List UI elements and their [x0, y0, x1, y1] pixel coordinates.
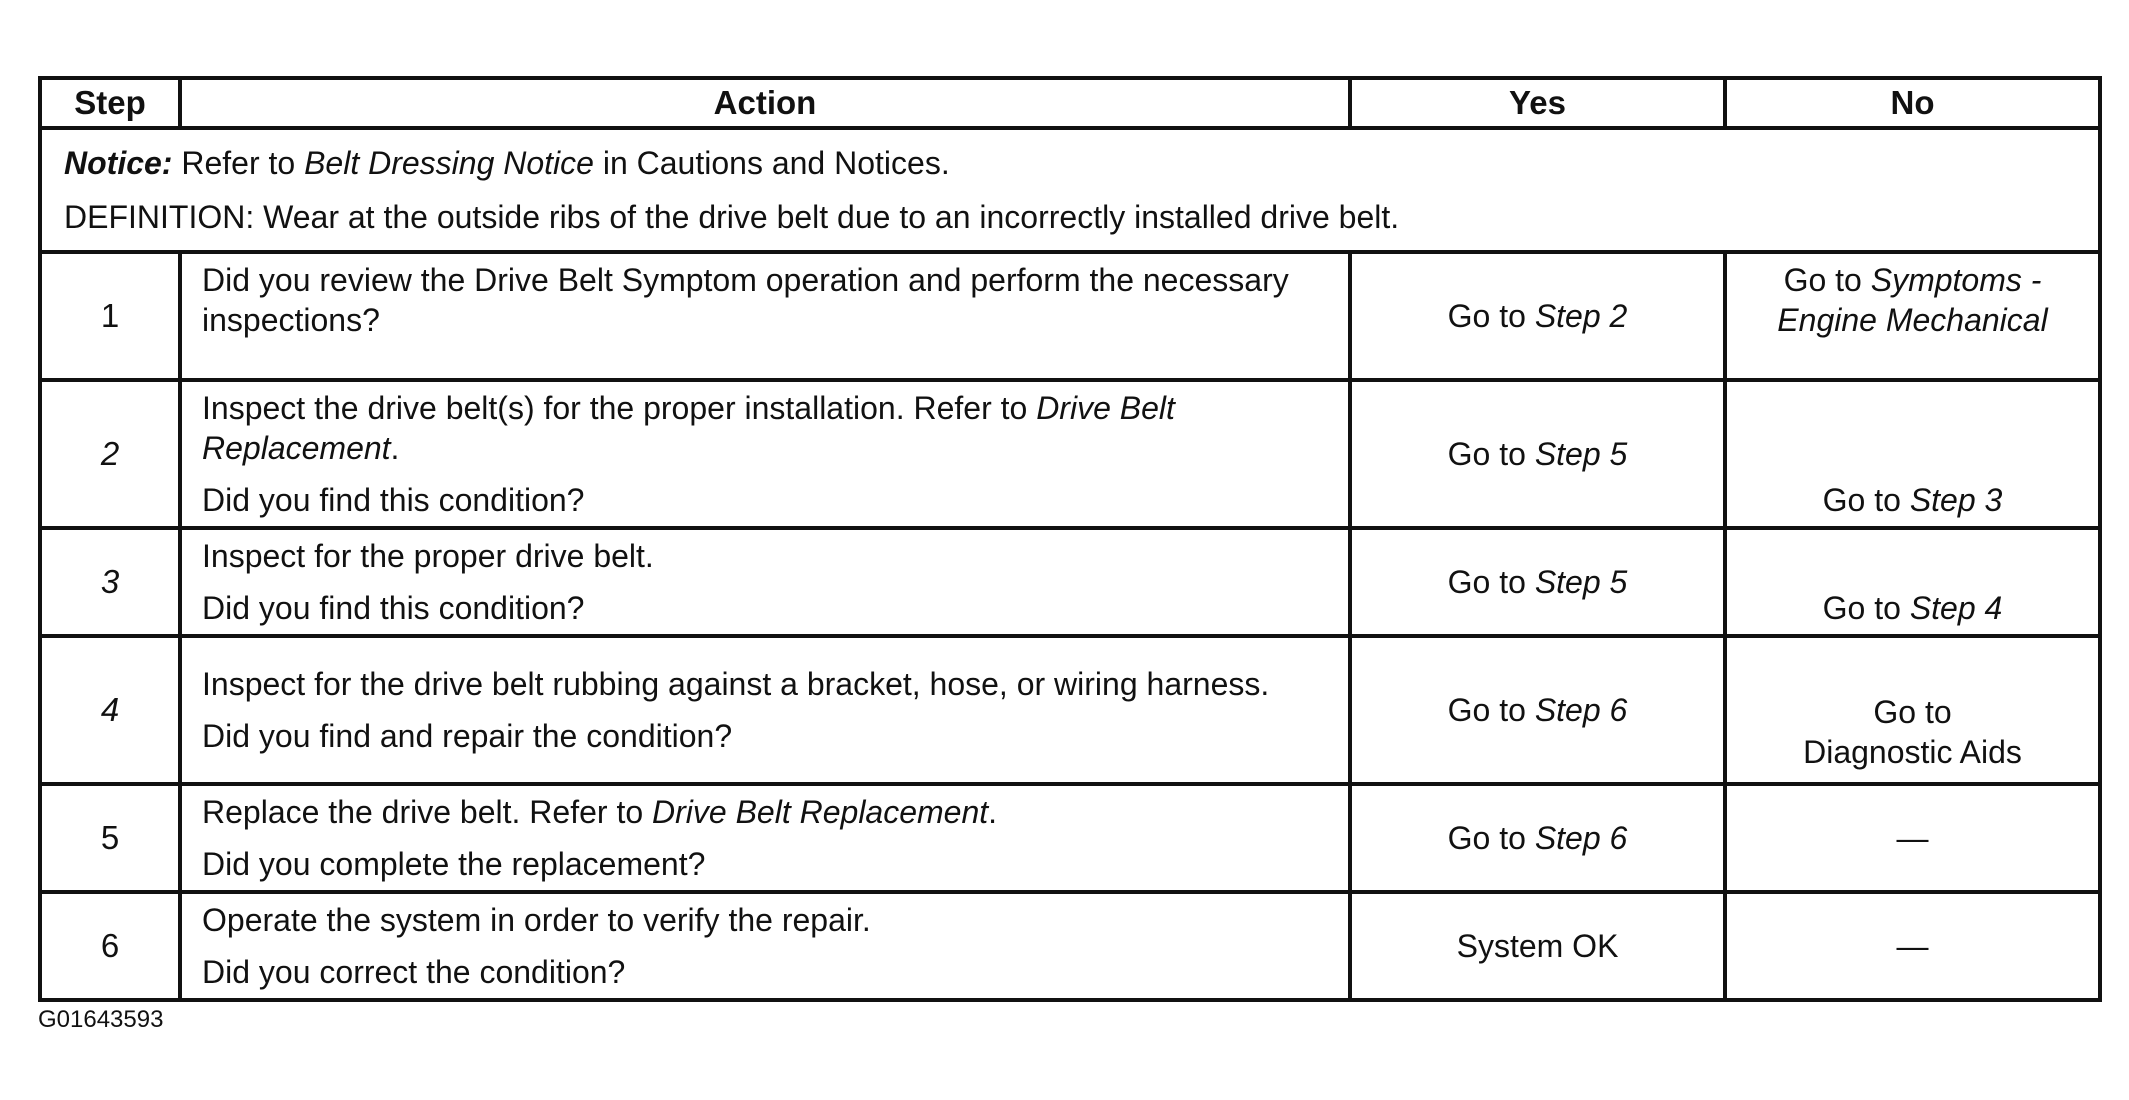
table-row [40, 252, 2100, 380]
action-cell [180, 528, 1350, 636]
header-no: No [1725, 78, 2100, 128]
yes-ref: Step 6 [1534, 692, 1628, 728]
no-prefix: Go to [1822, 482, 1910, 518]
action-line: Inspect for the proper drive belt. [202, 538, 654, 574]
no-cell: — [1725, 784, 2100, 892]
action-text: Did you review the Drive Belt Symptom operation and perform the necessary inspections? [202, 262, 1289, 338]
no-cell [1725, 528, 2100, 636]
no-cell [1725, 380, 2100, 528]
action-cell [180, 380, 1350, 528]
no-prefix: Go to [1822, 590, 1910, 626]
action-suffix: . [390, 430, 400, 466]
action-ref: Drive Belt Replacement [652, 794, 989, 830]
action-question: Did you correct the condition? [202, 954, 626, 990]
no-line-1: Go to [1873, 694, 1952, 730]
yes-cell [1350, 252, 1725, 380]
step-number: 4 [40, 636, 180, 784]
action-cell [180, 636, 1350, 784]
no-cell [1725, 636, 2100, 784]
yes-prefix: Go to [1447, 564, 1535, 600]
yes-prefix: Go to [1447, 436, 1535, 472]
definition-line: DEFINITION: Wear at the outside ribs of the drive belt due to an incorrectly installed drive belt. [64, 199, 1400, 235]
table-row [40, 528, 2100, 636]
notice-cell [40, 128, 2100, 252]
table-row [40, 380, 2100, 528]
header-step: Step [40, 78, 180, 128]
yes-prefix: Go to [1447, 692, 1535, 728]
step-number: 3 [40, 528, 180, 636]
figure-id: G01643593 [38, 1006, 164, 1033]
step-number: 5 [40, 784, 180, 892]
notice-ref: Belt Dressing Notice [304, 145, 594, 181]
diagnostic-table [38, 76, 2102, 1002]
action-cell [180, 892, 1350, 1000]
no-prefix: Go to [1783, 262, 1871, 298]
action-text: Inspect the drive belt(s) for the proper installation. Refer to [202, 390, 1037, 426]
yes-cell: System OK [1350, 892, 1725, 1000]
no-line-2: Diagnostic Aids [1803, 734, 2022, 770]
yes-cell [1350, 784, 1725, 892]
no-cell [1725, 252, 2100, 380]
step-number: 1 [40, 252, 180, 380]
action-line: Inspect for the drive belt rubbing against a bracket, hose, or wiring harness. [202, 666, 1270, 702]
yes-ref: Step 5 [1534, 436, 1628, 472]
action-line: Operate the system in order to verify the repair. [202, 902, 871, 938]
action-question: Did you find this condition? [202, 590, 585, 626]
action-ref: Drive Belt Replacement [202, 390, 1175, 466]
no-ref: Step 3 [1909, 482, 2003, 518]
table-row [40, 892, 2100, 1000]
action-question: Did you find and repair the condition? [202, 718, 733, 754]
header-row [40, 78, 2100, 128]
step-number: 6 [40, 892, 180, 1000]
table-row [40, 636, 2100, 784]
yes-cell [1350, 380, 1725, 528]
yes-cell [1350, 636, 1725, 784]
yes-ref: Step 2 [1534, 298, 1628, 334]
no-ref: Step 4 [1909, 590, 2003, 626]
action-question: Did you complete the replacement? [202, 846, 706, 882]
action-cell [180, 252, 1350, 380]
no-ref: Symptoms - Engine Mechanical [1777, 262, 2048, 338]
yes-ref: Step 6 [1534, 820, 1628, 856]
action-cell [180, 784, 1350, 892]
yes-cell [1350, 528, 1725, 636]
yes-ref: Step 5 [1534, 564, 1628, 600]
no-cell: — [1725, 892, 2100, 1000]
yes-prefix: Go to [1447, 820, 1535, 856]
action-suffix: . [988, 794, 998, 830]
notice-row [40, 128, 2100, 252]
action-line [202, 388, 1328, 468]
step-number: 2 [40, 380, 180, 528]
notice-label: Notice: [64, 145, 173, 181]
action-question: Did you find this condition? [202, 482, 585, 518]
notice-line [64, 136, 2076, 190]
notice-text-after: in Cautions and Notices. [593, 145, 950, 181]
yes-prefix: Go to [1447, 298, 1535, 334]
notice-text-before: Refer to [172, 145, 305, 181]
header-action: Action [180, 78, 1350, 128]
header-yes: Yes [1350, 78, 1725, 128]
action-line [202, 792, 1328, 832]
table-row [40, 784, 2100, 892]
action-text: Replace the drive belt. Refer to [202, 794, 653, 830]
